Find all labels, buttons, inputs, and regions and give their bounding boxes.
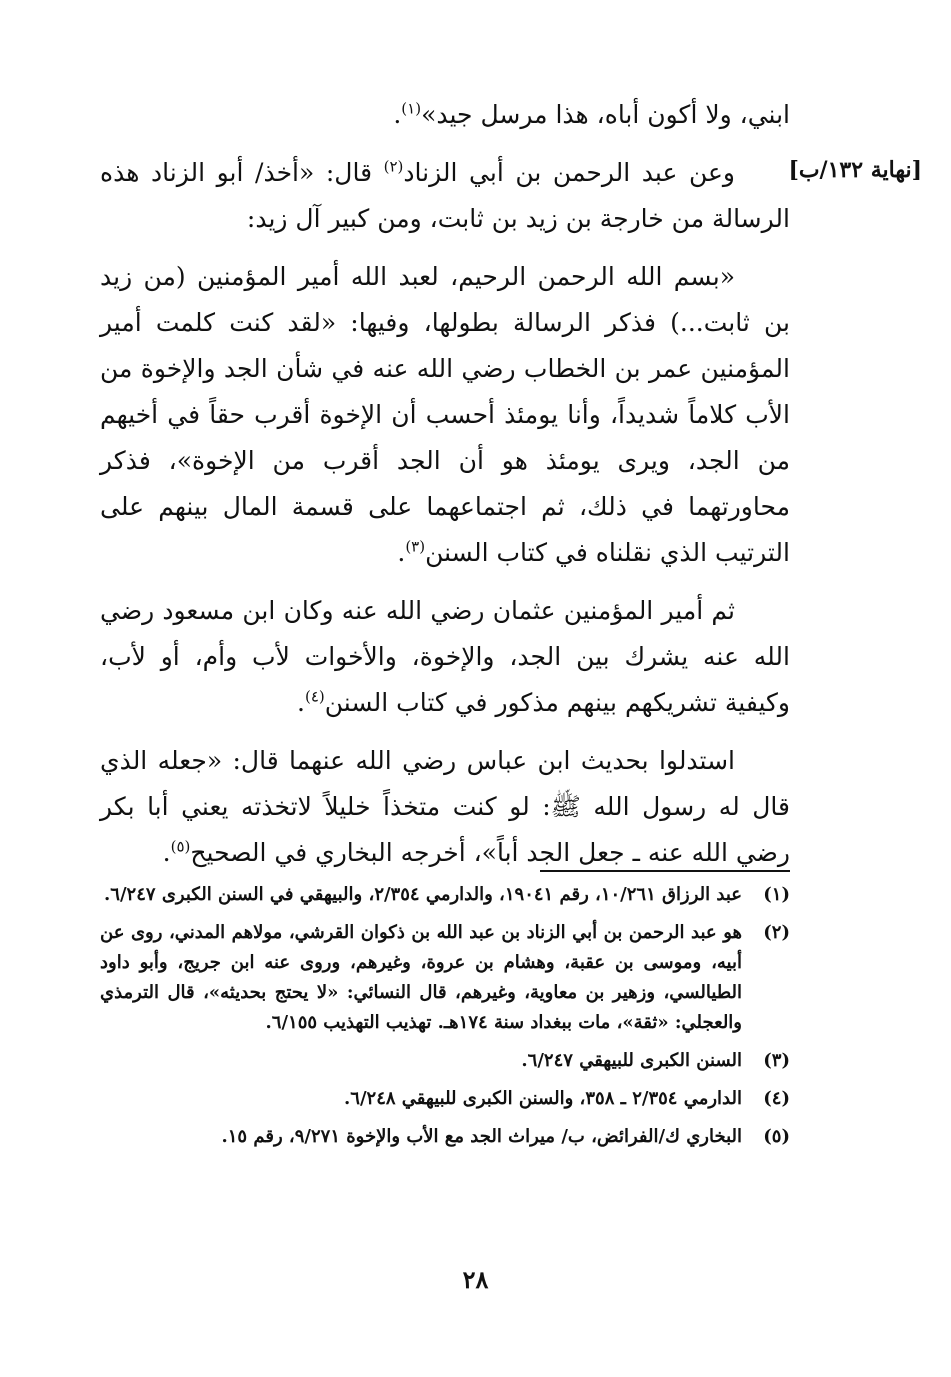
footnote-ref[interactable]: (٢) [383,157,404,176]
paragraph-text: ثم أمير المؤمنين عثمان رضي الله عنه وكان ابن مسعود رضي الله عنه يشرك بين الجد، والإخوة، والأخوات لأب وأم، أو لأب، وكيفية تشريكهم بينهم مذكور في كتاب السنن [100,596,790,717]
footnote-number: (١) [763,884,790,905]
paragraph-2 [100,150,790,242]
paragraph-3 [100,254,790,576]
footnote-item [100,918,790,1038]
paragraph-tail: . [393,100,402,129]
paragraph-tail: قال: «أخذ/ أبو الزناد هذه الرسالة من خارجة بن زيد بن ثابت، ومن كبير آل زيد: [100,158,790,233]
footnote-item [100,880,790,910]
footnote-number: (٢) [763,922,790,943]
margin-note: [نهاية ١٣٢/ب] [788,157,922,183]
paragraph-tail: . [297,688,305,717]
footnote-divider [540,870,790,872]
footnote-ref[interactable]: (٤) [305,687,325,706]
footnote-number: (٥) [763,1126,790,1147]
footnote-text: الدارمي ٢/٣٥٤ ـ ٣٥٨، والسنن الكبرى للبيهقي ٦/٢٤٨. [344,1088,742,1109]
paragraph-tail: . [397,538,406,567]
paragraph-text: «بسم الله الرحمن الرحيم، لعبد الله أمير المؤمنين (من زيد بن ثابت...) فذكر الرسالة بطولها، وفيها: «لقد كنت كلمت أمير المؤمنين عمر بن الخطاب رضي الله عنه في شأن الجد والإخوة من الأب كلاماً شديداً، وأنا يومئذ أحسب أن الإخوة أقرب حقاً في أخيهم من الجد، ويرى يومئذ هو أن الجد أقرب من الإخوة»، فذكر محاورتهما في ذلك، ثم اجتماعهما على قسمة المال بينهم على الترتيب الذي نقلناه في كتاب السنن [100,262,790,567]
footnote-ref[interactable]: (٣) [405,537,426,556]
footnotes [100,880,790,1160]
footnote-text: هو عبد الرحمن بن أبي الزناد بن عبد الله بن ذكوان القرشي، مولاهم المدني، روى عن أبيه، وموسى بن عقبة، وهشام بن عروة، وغيرهم، وروى عنه ابن جريج، وأبو داود الطيالسي، وزهير بن معاوية، وغيرهم، قال النسائي: «لا يحتج بحديثه»، قال الترمذي والعجلي: «ثقة»، مات ببغداد سنة ١٧٤هـ. تهذيب التهذيب ٦/١٥٥. [100,922,742,1033]
paragraph-text: ابني، ولا أكون أباه، هذا مرسل جيد» [421,100,790,129]
footnote-item [100,1084,790,1114]
page-number: ٢٨ [462,1265,489,1294]
footnote-text: عبد الرزاق ١٠/٢٦١، رقم ١٩٠٤١، والدارمي ٢/٣٥٤، والبيهقي في السنن الكبرى ٦/٢٤٧. [104,884,742,905]
footnote-text: السنن الكبرى للبيهقي ٦/٢٤٧. [521,1050,742,1071]
footnote-number: (٣) [763,1050,790,1071]
footnote-item [100,1122,790,1152]
footnote-ref[interactable]: (٥) [170,837,191,856]
paragraph-text: وعن عبد الرحمن بن أبي الزناد [403,158,735,187]
footnote-ref[interactable]: (١) [401,99,422,118]
footnote-number: (٤) [763,1088,790,1109]
paragraph-text: استدلوا بحديث ابن عباس رضي الله عنهما قال: «جعله الذي قال له رسول الله ﷺ: لو كنت متخذاً خليلاً لاتخذته يعني أبا بكر رضي الله عنه ـ جعل الجد أباً»، أخرجه البخاري في الصحيح [100,746,790,867]
main-text [100,92,790,888]
footnote-text: البخاري ك/الفرائض، ب/ ميراث الجد مع الأب والإخوة ٩/٢٧١، رقم ١٥. [221,1126,742,1147]
paragraph-4 [100,588,790,726]
paragraph-5 [100,738,790,876]
footnote-item [100,1046,790,1076]
paragraph-tail: . [162,838,171,867]
paragraph-1 [100,92,790,138]
